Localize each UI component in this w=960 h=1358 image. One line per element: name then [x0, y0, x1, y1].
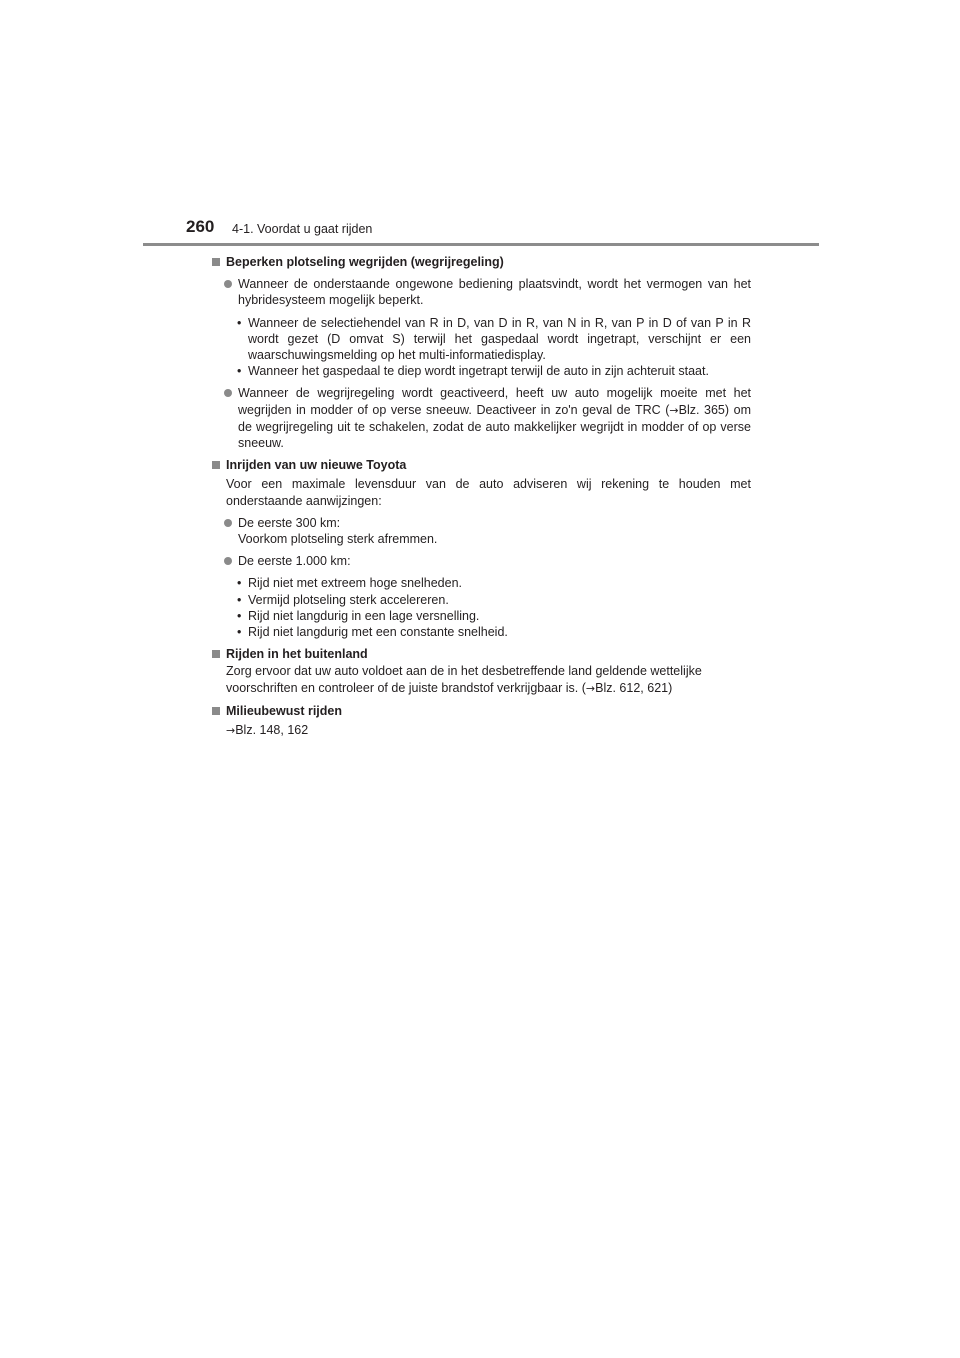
sub-list-item: • Wanneer de selectiehendel van R in D, van D in R, van N in R, van P in D of van P in R wordt gezet (D omvat S) terwijl het gaspedaal wordt ingetrapt, verschijnt er een waarschuwingsmelding op het multi-informatiedisplay.: [237, 315, 751, 363]
sub-list-item: • Rijd niet met extreem hoge snelheden.: [237, 576, 463, 591]
square-bullet-icon: [212, 258, 220, 266]
page-content: [211, 254, 751, 739]
sub-list-item: • Vermijd plotseling sterk accelereren.: [237, 592, 449, 607]
sub-list-item: • Rijd niet langdurig met een constante snelheid.: [237, 625, 508, 640]
circle-bullet-icon: [224, 557, 232, 565]
section-heading-buitenland: Rijden in het buitenland: [211, 646, 751, 662]
header-rule: [143, 243, 819, 246]
section-body: [211, 722, 751, 739]
square-bullet-icon: [212, 650, 220, 658]
section-body: Zorg ervoor dat uw auto voldoet aan de in het desbetreffende land geldende wettelijke voorschriften en controleer of de juiste brandstof verkrijgbaar is. (→Blz. 612, 621): [226, 664, 702, 695]
list-item: De eerste 1.000 km: • Rijd niet met extreem hoge snelheden. • Vermijd plotseling sterk accelereren. • Rijd niet langdurig in een lage versnelling. • Rijd niet langdurig met een constante snelheid.: [211, 553, 751, 640]
arrow-icon: →: [226, 724, 236, 738]
arrow-icon: →: [585, 681, 596, 695]
section-heading-inrijden: Inrijden van uw nieuwe Toyota: [211, 457, 751, 473]
page-reference-link[interactable]: Blz. 612, 621: [595, 680, 669, 695]
section-heading-milieubewust: Milieubewust rijden: [211, 703, 751, 719]
list-item: De eerste 300 km: Voorkom plotseling sterk afremmen.: [211, 515, 751, 547]
circle-bullet-icon: [224, 519, 232, 527]
sub-list-item: • Wanneer het gaspedaal te diep wordt ingetrapt terwijl de auto in zijn achteruit staat.: [237, 364, 709, 379]
section-heading-wegrijregeling: Beperken plotseling wegrijden (wegrijregeling): [211, 254, 751, 270]
section-title: 4-1. Voordat u gaat rijden: [232, 222, 373, 236]
section-intro: Voor een maximale levensduur van de auto adviseren wij rekening te houden met onderstaande aanwijzingen:: [226, 477, 751, 508]
square-bullet-icon: [212, 707, 220, 715]
circle-bullet-icon: [224, 389, 232, 397]
page-reference-link[interactable]: Blz. 365: [678, 402, 725, 417]
sub-list-item: • Rijd niet langdurig in een lage versnelling.: [237, 608, 480, 623]
square-bullet-icon: [212, 461, 220, 469]
circle-bullet-icon: [224, 280, 232, 288]
list-item: Wanneer de wegrijregeling wordt geactiveerd, heeft uw auto mogelijk moeite met het wegrijden in modder of op verse sneeuw. Deactiveer in zo'n geval de TRC (→Blz. 365) om de wegrijregeling uit te schakelen, zodat de auto makkelijker wegrijdt in modder of op verse sneeuw.: [211, 385, 751, 451]
page-reference-link[interactable]: Blz. 148, 162: [235, 723, 309, 738]
arrow-icon: →: [669, 403, 679, 417]
page-number: 260: [186, 217, 215, 236]
list-item: Wanneer de onderstaande ongewone bediening plaatsvindt, wordt het vermogen van het hybridesysteem mogelijk beperkt. • Wanneer de selectiehendel van R in D, van D in R, van N in R, van P in D of van P in R wordt gezet (D omvat S) terwijl het gaspedaal wordt ingetrapt, verschijnt er een waarschuwingsmelding op het multi-informatiedisplay. • Wanneer het gaspedaal te diep wordt ingetrapt terwijl de auto in zijn achteruit staat.: [211, 276, 751, 379]
